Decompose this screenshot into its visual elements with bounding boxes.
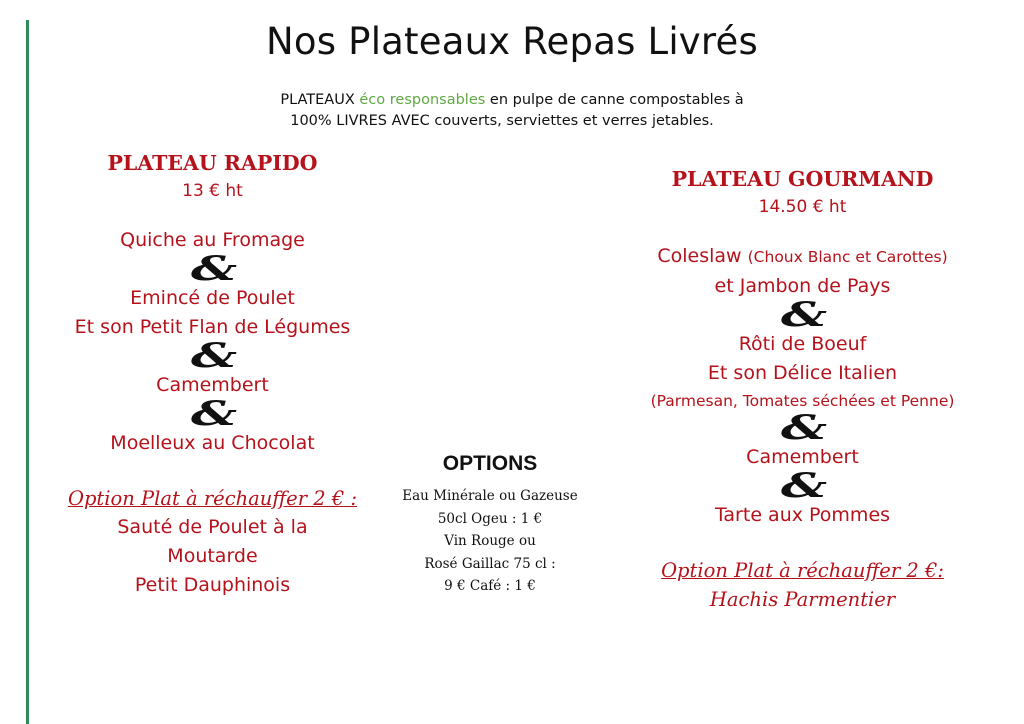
- page-title: Nos Plateaux Repas Livrés: [266, 20, 758, 63]
- plateau-rapido-section: [45, 148, 380, 600]
- ampersand-separator: &: [190, 336, 235, 376]
- ampersand-separator: &: [190, 394, 235, 434]
- subtitle-line-2: 100% LIVRES AVEC couverts, serviettes et verres jetables.: [290, 113, 714, 129]
- plateau-gourmand-price: 14.50 € ht: [758, 197, 847, 217]
- gourmand-dish-camembert: Camembert: [746, 446, 859, 468]
- ampersand-separator: &: [780, 295, 825, 335]
- subtitle-line-1: [0, 90, 1024, 111]
- coleslaw-label: Coleslaw: [657, 245, 742, 267]
- plateau-gourmand-title: PLATEAU GOURMAND: [671, 167, 934, 191]
- options-line: 50cl Ogeu : 1 €: [437, 510, 543, 527]
- ampersand-separator: &: [780, 466, 825, 506]
- options-line: Vin Rouge ou: [444, 533, 536, 549]
- plateau-gourmand-section: [620, 164, 985, 614]
- options-line: Eau Minérale ou Gazeuse: [402, 488, 578, 504]
- rapido-dish-moelleux: Moelleux au Chocolat: [110, 432, 315, 454]
- ampersand-separator: &: [780, 408, 825, 448]
- subtitle-suffix: en pulpe de canne compostables à: [485, 92, 744, 108]
- options-heading: OPTIONS: [442, 452, 538, 475]
- rapido-dish-camembert: Camembert: [156, 374, 269, 396]
- subtitle-prefix: PLATEAUX: [280, 92, 360, 108]
- rapido-dish-quiche: Quiche au Fromage: [120, 229, 305, 251]
- gourmand-dish-roti: Rôti de Boeuf: [738, 333, 867, 355]
- gourmand-option-title: Option Plat à réchauffer 2 €:: [661, 559, 944, 582]
- gourmand-option-item: Hachis Parmentier: [709, 588, 896, 611]
- rapido-option-line: Moutarde: [167, 545, 258, 567]
- gourmand-dish-jambon: et Jambon de Pays: [714, 275, 891, 297]
- plateau-rapido-title: PLATEAU RAPIDO: [107, 151, 318, 175]
- ampersand-separator: &: [190, 249, 235, 289]
- eco-responsables-text: éco responsables: [359, 92, 486, 108]
- rapido-option-title: Option Plat à réchauffer 2 € :: [67, 487, 358, 510]
- rapido-dish-flan: Et son Petit Flan de Légumes: [74, 316, 351, 338]
- rapido-dish-poulet: Emincé de Poulet: [130, 287, 295, 309]
- coleslaw-detail: (Choux Blanc et Carottes): [747, 248, 948, 266]
- gourmand-dish-tarte: Tarte aux Pommes: [714, 504, 891, 526]
- subtitle: [0, 90, 1024, 132]
- options-line: Rosé Gaillac 75 cl :: [424, 555, 556, 572]
- gourmand-dish-coleslaw: [620, 242, 985, 272]
- plateau-rapido-price: 13 € ht: [182, 181, 243, 201]
- options-line: 9 € Café : 1 €: [444, 578, 536, 594]
- gourmand-dish-delice-detail: (Parmesan, Tomates séchées et Penne): [650, 392, 955, 410]
- rapido-option-line: Petit Dauphinois: [134, 574, 291, 596]
- rapido-option-line: Sauté de Poulet à la: [117, 516, 308, 538]
- gourmand-dish-delice: Et son Délice Italien: [707, 362, 898, 384]
